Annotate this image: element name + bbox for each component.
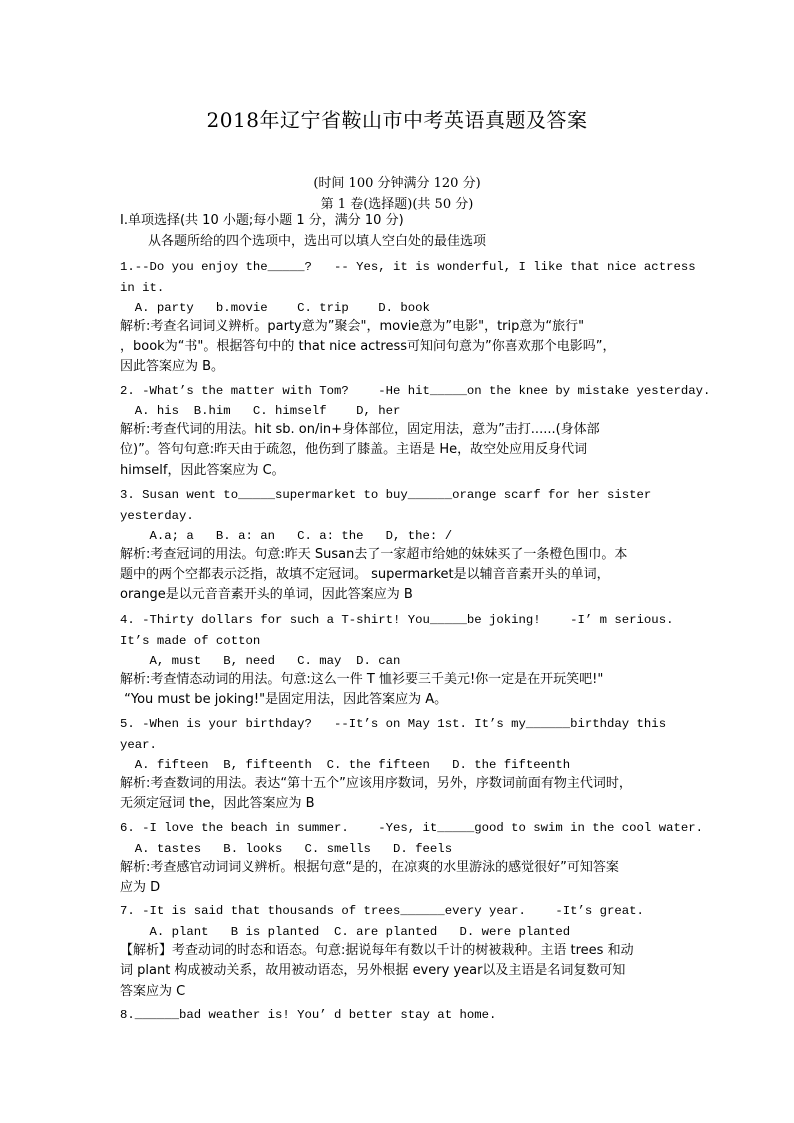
question-6-analysis: 应为 D — [120, 880, 161, 895]
question-5-analysis: 解析:考查数词的用法。表达“第十五个”应该用序数词，另外，序数词前面有物主代词时， — [120, 776, 632, 791]
question-6-stem: 6. -I love the beach in summer. -Yes, it_____good to swim in the cool water. — [120, 821, 703, 835]
question-1-stem-cont: in it. — [120, 281, 165, 295]
question-5-analysis: 无须定冠词 the，因此答案应为 B — [120, 796, 315, 811]
question-2-stem: 2. -What’s the matter with Tom? -He hit_____on the knee by mistake yesterday. — [120, 384, 711, 398]
question-2-options: A. his B.him C. himself D, her — [120, 404, 401, 418]
question-2-analysis: 位)”。答句句意:昨天由于疏忽，他伤到了膝盖。主语是 He，故空处应用反身代词 — [120, 442, 588, 457]
question-2-analysis: himself，因此答案应为 C。 — [120, 463, 285, 478]
question-5-stem-cont: year. — [120, 738, 157, 752]
question-6-analysis: 解析:考查感官动词词义辨析。根据句意“是的，在凉爽的水里游泳的感觉很好”可知答案 — [120, 860, 619, 875]
question-4-options: A, must B, need C. may D. can — [120, 654, 401, 668]
question-7-options: A. plant B is planted C. are planted D. were planted — [120, 925, 571, 939]
question-7-analysis: 【解析】考查动词的时态和语态。句意:据说每年有数以千计的树被栽种。主语 trees 和动 — [120, 943, 634, 958]
question-7-analysis: 答案应为 C — [120, 984, 186, 999]
question-4-stem: 4. -Thirty dollars for such a T-shirt! You_____be joking! -I’ m serious. — [120, 613, 674, 627]
question-4-stem-cont: It’s made of cotton — [120, 634, 261, 648]
question-4-analysis: “You must be joking!"是固定用法，因此答案应为 A。 — [120, 692, 448, 707]
question-3-analysis: 解析:考查冠词的用法。句意:昨天 Susan去了一家超市给她的妹妹买了一条橙色围巾。本 — [120, 547, 628, 562]
question-1-stem: 1.--Do you enjoy the_____? -- Yes, it is wonderful, I like that nice actress — [120, 260, 696, 274]
question-7-stem: 7. -It is said that thousands of trees______every year. -It’s great. — [120, 904, 644, 918]
question-2-analysis: 解析:考查代词的用法。hit sb. on/in+身体部位，固定用法，意为”击打......(身体部 — [120, 422, 600, 437]
question-1-analysis: 因此答案应为 B。 — [120, 359, 225, 374]
question-3-options: A.a; a B. a: an C. a: the D, the: / — [120, 529, 453, 543]
question-1-analysis: 解析:考查名词词义辨析。party意为”聚会"，movie意为”电影"，trip意为“旅行" — [120, 319, 585, 334]
section-heading: I.单项选择(共 10 小题;每小题 1 分，满分 10 分) — [120, 213, 404, 228]
question-1-options: A. party b.movie C. trip D. book — [120, 301, 430, 315]
question-6-options: A. tastes B. looks C. smells D. feels — [120, 842, 453, 856]
question-3-stem-cont: yesterday. — [120, 509, 194, 523]
question-3-analysis: 题中的两个空都表示泛指，故填不定冠词。 supermarket是以辅音音素开头的单词， — [120, 567, 610, 582]
document-title: 2018年辽宁省鞍山市中考英语真题及答案 — [206, 108, 588, 132]
volume-heading: 第 1 卷(选择题)(共 50 分) — [320, 197, 474, 212]
question-5-options: A. fifteen B, fifteenth C. the fifteen D. the fifteenth — [120, 758, 571, 772]
time-info: (时间 100 分钟满分 120 分) — [313, 176, 481, 191]
question-1-analysis: ，book为“书"。根据答句中的 that nice actress可知问句意为”你喜欢那个电影吗”， — [120, 339, 616, 354]
question-5-stem: 5. -When is your birthday? --It’s on May 1st. It’s my______birthday this — [120, 717, 667, 731]
question-3-stem: 3. Susan went to_____supermarket to buy______orange scarf for her sister — [120, 488, 652, 502]
section-instruction: 从各题所给的四个选项中，选出可以填人空白处的最佳选项 — [148, 234, 487, 249]
question-8-stem: 8.______bad weather is! You’ d better stay at home. — [120, 1008, 497, 1022]
question-3-analysis: orange是以元音音素开头的单词，因此答案应为 B — [120, 587, 413, 602]
question-7-analysis: 词 plant 构成被动关系，故用被动语态，另外根据 every year以及主语是名词复数可知 — [120, 963, 626, 978]
question-4-analysis: 解析:考查情态动词的用法。句意:这么一件 T 恤衫要三千美元!你一定是在开玩笑吧!" — [120, 672, 604, 687]
